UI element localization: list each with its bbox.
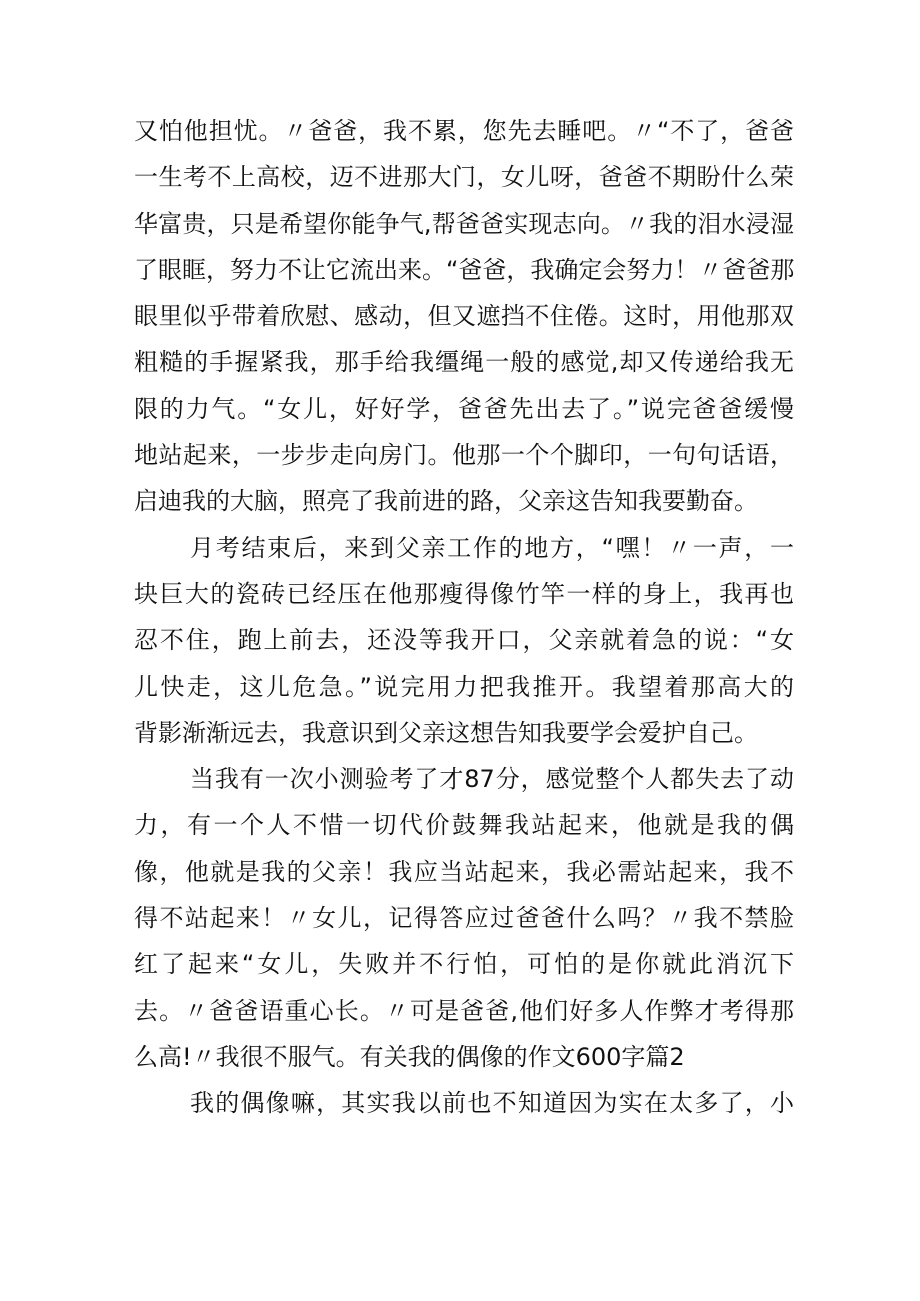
paragraph-start-line: 月考结束后，来到父亲工作的地方，“嘿！〃一声，一 (190, 533, 794, 562)
text-line: 华富贵，只是希望你能争气,帮爸爸实现志向。〃我的泪水浸湿 (134, 209, 794, 238)
text-line: 限的力气。“女儿，好好学，爸爸先出去了。”说完爸爸缓慢 (134, 394, 794, 423)
text-line: 么高!〃我很不服气。有关我的偶像的作文600字篇2 (134, 1042, 685, 1071)
paragraph-start-line: 当我有一次小测验考了才87分，感觉整个人都失去了动 (190, 765, 794, 794)
text-line: 块巨大的瓷砖已经压在他那瘦得像竹竿一样的身上，我再也 (134, 579, 794, 608)
paragraph-start-line: 我的偶像嘛，其实我以前也不知道因为实在太多了，小 (190, 1089, 794, 1118)
text-line: 地站起来，一步步走向房门。他那一个个脚印，一句句话语， (134, 441, 794, 470)
text-line: 一生考不上高校，迈不进那大门，女儿呀，爸爸不期盼什么荣 (134, 163, 794, 192)
text-line: 背影渐渐远去，我意识到父亲这想告知我要学会爱护自己。 (134, 718, 758, 747)
text-line: 力，有一个人不惜一切代价鼓舞我站起来，他就是我的偶 (134, 811, 794, 840)
text-line: 眼里似乎带着欣慰、感动，但又遮挡不住倦。这时，用他那双 (134, 302, 794, 331)
text-line: 去。〃爸爸语重心长。〃可是爸爸,他们好多人作弊才考得那 (134, 996, 794, 1025)
text-line: 粗糙的手握紧我，那手给我缰绳一般的感觉,却又传递给我无 (134, 348, 794, 377)
text-line: 红了起来“女儿，失败并不行怕，可怕的是你就此消沉下 (134, 950, 794, 979)
essay-text (134, 108, 794, 1127)
text-line: 了眼眶，努力不让它流出来。“爸爸，我确定会努力！〃爸爸那 (134, 255, 795, 284)
text-line: 像，他就是我的父亲！我应当站起来，我必需站起来，我不 (134, 857, 794, 886)
text-line: 儿快走，这儿危急。”说完用力把我推开。我望着那高大的 (134, 672, 794, 701)
text-line: 忍不住，跑上前去，还没等我开口，父亲就着急的说：“女 (134, 626, 794, 655)
text-line: 又怕他担忧。〃爸爸，我不累，您先去睡吧。〃“不了，爸爸 (134, 117, 794, 145)
text-line: 得不站起来！〃女儿，记得答应过爸爸什么吗？〃我不禁脸 (134, 904, 794, 933)
text-line: 启迪我的大脑，照亮了我前进的路，父亲这告知我要勤奋。 (134, 487, 758, 516)
